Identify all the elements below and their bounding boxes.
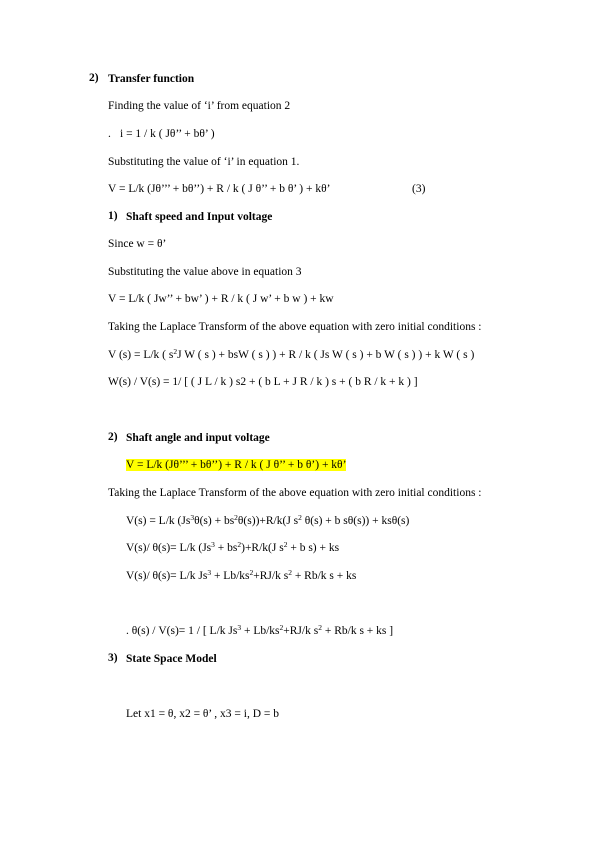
list-bullet: . <box>108 128 111 140</box>
text-line: Taking the Laplace Transform of the above equation with zero initial conditions : <box>108 487 482 499</box>
section-number: 2) <box>108 431 118 443</box>
section-heading-transfer-function: Transfer function <box>108 73 195 85</box>
text-line: Taking the Laplace Transform of the above equation with zero initial conditions : <box>108 321 482 333</box>
section-heading-state-space: State Space Model <box>126 653 217 665</box>
transfer-function-angle: . θ(s) / V(s)= 1 / [ L/k $Js^3 + Lb/ks^2+RJ/k$ $s^2 + Rb/k$ s + ks ] <box>126 623 394 637</box>
equation-number: (3) <box>412 183 426 195</box>
text-line: Substituting the value of ‘i’ in equation 1. <box>108 156 300 168</box>
section-number: 2) <box>89 72 99 84</box>
equation-line: V = L/k ( Jw’’ + bw’ ) + R / k ( J w’ + b w ) + kw <box>108 293 334 305</box>
section-number: 1) <box>108 210 118 222</box>
text-line: Substituting the value above in equation 3 <box>108 266 302 278</box>
equation-ratio-1: V(s)/ θ(s)= L/k $(Js^3 + bs^2)+R/k(J$ $s^2 + b$ s) + ks <box>126 540 340 554</box>
transfer-function-speed: W(s) / V(s) = 1/ [ ( J L / k ) s2 + ( b L + J R / k ) s + ( b R / k + k ) ] <box>108 376 418 388</box>
equation-laplace-angle: V(s) = L/k $(Js^3\theta(s) + bs^2\theta(s))+R/k(J$ $s^2$ θ(s) + b sθ(s)) + ksθ(s) <box>126 513 410 527</box>
equation-laplace-speed: V (s) = L/k ( $s^2J$ W ( s ) + bsW ( s ) ) + R / k ( Js W ( s ) + b W ( s ) ) + k W ( s ) <box>108 347 475 361</box>
equation-i: i = 1 / k ( Jθ’’ + bθ’ ) <box>120 128 215 140</box>
equation-ratio-2: V(s)/ θ(s)= L/k $Js^3 + Lb/ks^2+RJ/k$ $s^2 + Rb/k$ s + ks <box>126 568 357 582</box>
text-line: Finding the value of ‘i’ from equation 2 <box>108 100 291 112</box>
section-heading-shaft-speed: Shaft speed and Input voltage <box>126 211 273 223</box>
highlighted-equation: V = L/k (Jθ’’’ + bθ’’) + R / k ( J θ’’ + b θ’) + kθ’ <box>126 459 347 471</box>
section-number: 3) <box>108 652 118 664</box>
text-line: Since w = θ’ <box>108 238 167 250</box>
equation-3: V = L/k (Jθ’’’ + bθ’’) + R / k ( J θ’’ + b θ’ ) + kθ’ <box>108 183 331 195</box>
state-variables-line: Let x1 = θ, x2 = θ’ , x3 = i, D = b <box>126 708 280 720</box>
section-heading-shaft-angle: Shaft angle and input voltage <box>126 432 270 444</box>
